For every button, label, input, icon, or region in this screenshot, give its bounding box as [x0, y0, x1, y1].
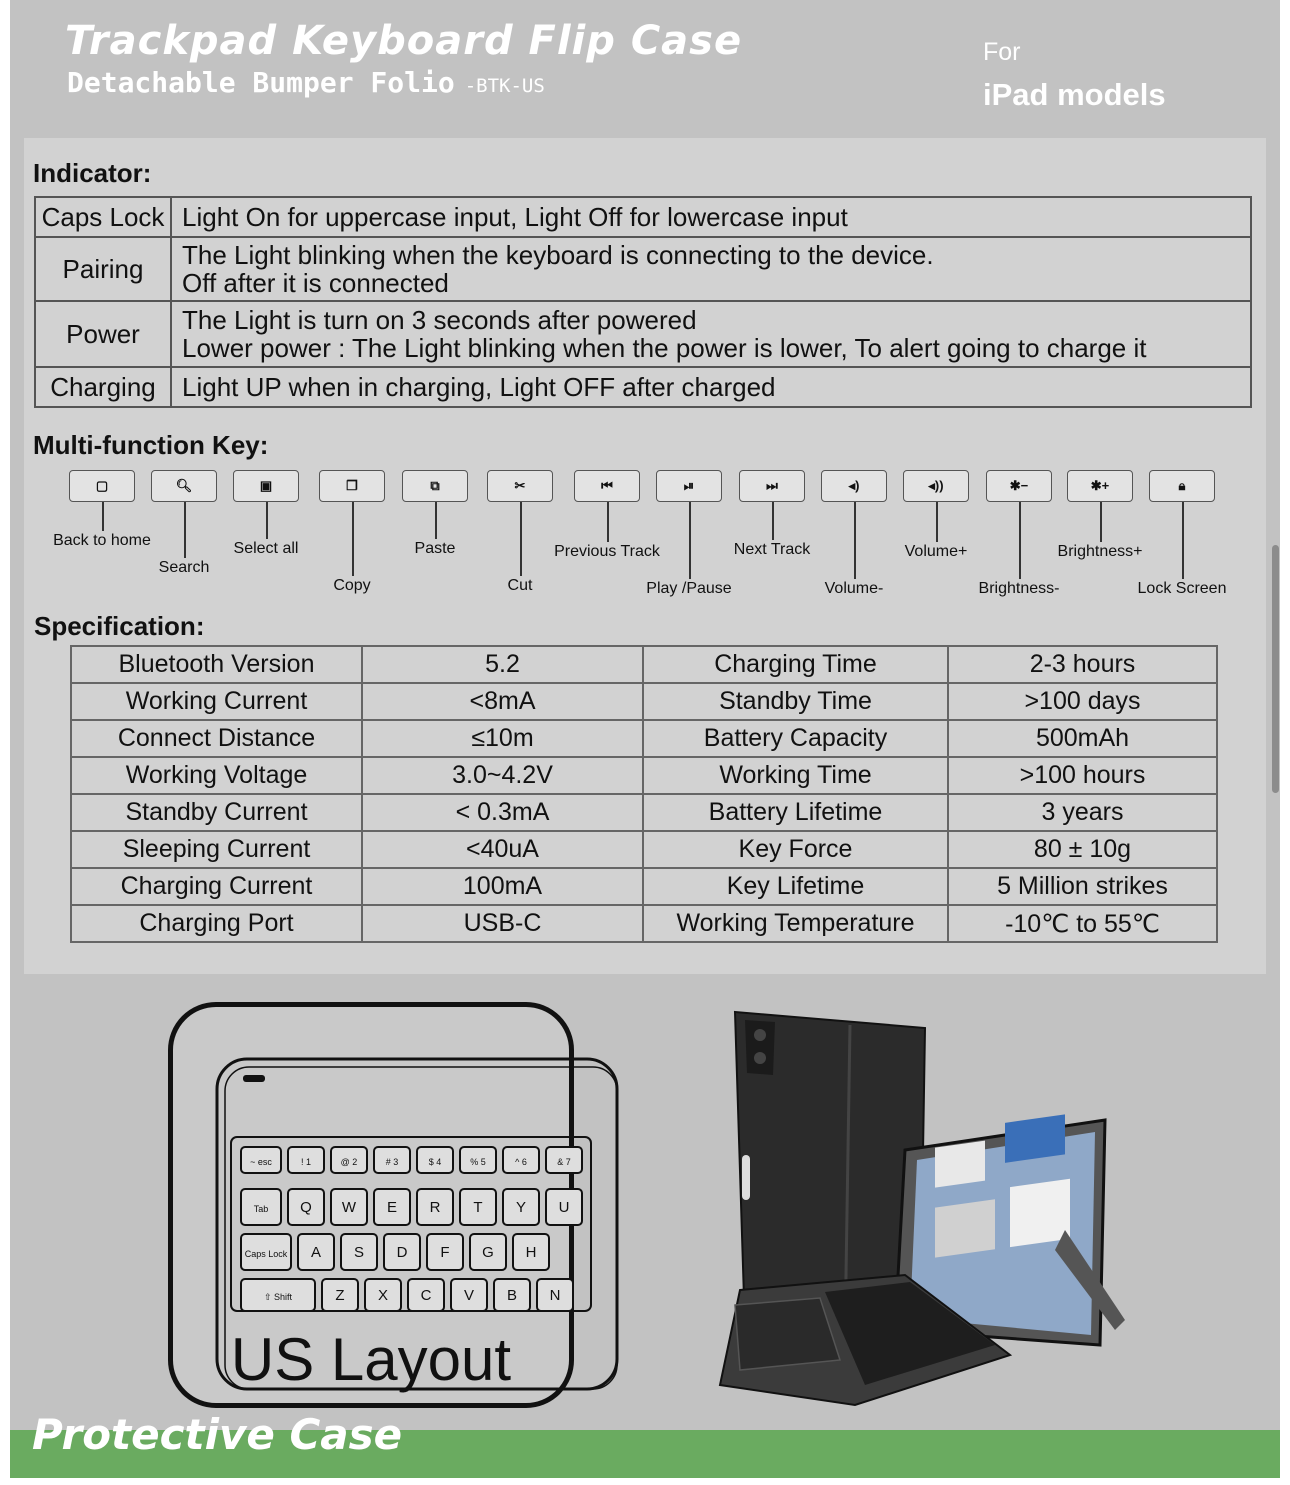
- select-all-icon: ▣: [259, 478, 273, 493]
- keyboard-key-label: W: [341, 1199, 357, 1216]
- key-leader-line: [520, 502, 522, 576]
- layout-title: US Layout: [230, 1326, 512, 1393]
- spec-value: 3.0~4.2V: [362, 757, 643, 794]
- spec-row: [71, 720, 1217, 757]
- key-leader-line: [1100, 502, 1102, 542]
- keyboard-key-label: Caps Lock: [244, 1249, 288, 1259]
- keyboard-key-label: % 5: [470, 1157, 486, 1167]
- key-leader-line: [689, 502, 691, 579]
- next-track-icon: ⏭: [766, 478, 778, 493]
- play-pause-icon: ⏯: [683, 478, 695, 493]
- indicator-description: [171, 197, 1251, 237]
- us-layout-card: [168, 1002, 574, 1408]
- indicator-key: Power: [35, 301, 171, 367]
- spec-label: Working Temperature: [643, 905, 948, 942]
- home-key: [69, 470, 135, 502]
- previous-track-icon: ⏮: [601, 478, 613, 493]
- spec-row: [71, 868, 1217, 905]
- brightness-up-key: [1067, 470, 1133, 502]
- key-label: Back to home: [53, 532, 151, 549]
- keyboard-key-label: # 3: [385, 1157, 399, 1167]
- volume-down-key: [821, 470, 887, 502]
- spec-value: 500mAh: [948, 720, 1217, 757]
- indicator-key: Caps Lock: [35, 197, 171, 237]
- play-pause-key: [656, 470, 722, 502]
- indicator-row: [35, 301, 1251, 367]
- volume-up-icon: ◂)): [928, 478, 944, 493]
- spec-label: Battery Capacity: [643, 720, 948, 757]
- keyboard-key-label: $ 4: [428, 1157, 442, 1167]
- brightness-up-icon: ✱+: [1090, 478, 1110, 493]
- indicator-line: The Light blinking when the keyboard is connecting to the device.: [182, 240, 934, 270]
- spec-value: <8mA: [362, 683, 643, 720]
- lock-key: [1149, 470, 1215, 502]
- spec-label: Charging Current: [71, 868, 362, 905]
- spec-label: Standby Current: [71, 794, 362, 831]
- key-label: Paste: [414, 540, 456, 557]
- spec-label: Sleeping Current: [71, 831, 362, 868]
- trackpad: [735, 1298, 840, 1370]
- spec-label: Standby Time: [643, 683, 948, 720]
- lock-icon: 🔒︎: [1178, 478, 1186, 493]
- key-leader-line: [772, 502, 774, 540]
- spec-value: 3 years: [948, 794, 1217, 831]
- scrollbar-thumb[interactable]: [1272, 545, 1279, 793]
- search-icon: 🔍︎: [175, 478, 193, 493]
- keyboard-key-label: S: [353, 1244, 365, 1261]
- product-title: Trackpad Keyboard Flip Case: [65, 18, 743, 64]
- spec-label: Working Current: [71, 683, 362, 720]
- indicator-description: [171, 367, 1251, 407]
- indicator-line: The Light is turn on 3 seconds after powered: [182, 305, 697, 335]
- indicator-heading: Indicator:: [33, 158, 152, 188]
- keyboard-key-label: A: [310, 1244, 322, 1261]
- indicator-line: Light UP when in charging, Light OFF after charged: [182, 372, 776, 402]
- key-leader-line: [1019, 502, 1021, 579]
- brightness-down-icon: ✱−: [1009, 478, 1029, 493]
- spec-row: [71, 683, 1217, 720]
- home-icon: ▢: [95, 478, 109, 493]
- spec-label: Charging Port: [71, 905, 362, 942]
- spec-row: [71, 646, 1217, 683]
- spec-value: 2-3 hours: [948, 646, 1217, 683]
- select-all-key: [233, 470, 299, 502]
- keyboard-key-label: F: [440, 1244, 450, 1261]
- keyboard-key-label: Tab: [253, 1204, 269, 1214]
- spec-value: 5.2: [362, 646, 643, 683]
- brightness-down-key: [986, 470, 1052, 502]
- copy-icon: ❐: [346, 478, 358, 493]
- indicator-line: Light On for uppercase input, Light Off for lowercase input: [182, 202, 848, 232]
- spec-value: >100 hours: [948, 757, 1217, 794]
- indicator-table: [34, 196, 1252, 408]
- spec-row: [71, 794, 1217, 831]
- key-leader-line: [435, 502, 437, 539]
- key-label: Volume+: [904, 543, 968, 560]
- keyboard-keys: [241, 1147, 582, 1311]
- product-photo: [705, 1000, 1125, 1420]
- keyboard-key-label: H: [525, 1244, 537, 1261]
- spec-value: -10℃ to 55℃: [948, 905, 1217, 942]
- key-label: Previous Track: [554, 543, 660, 560]
- key-label: Next Track: [733, 541, 811, 558]
- indicator-row: [35, 367, 1251, 407]
- indicator-key: Charging: [35, 367, 171, 407]
- key-label: Cut: [507, 577, 533, 594]
- key-label: Brightness-: [978, 580, 1060, 597]
- indicator-row: [35, 197, 1251, 237]
- spec-label: Working Voltage: [71, 757, 362, 794]
- volume-up-key: [903, 470, 969, 502]
- keyboard-key-label: N: [549, 1287, 561, 1304]
- spec-value: 100mA: [362, 868, 643, 905]
- scissors-icon: ✂: [514, 478, 526, 493]
- keyboard-key-label: R: [429, 1199, 441, 1216]
- indicator-key: Pairing: [35, 237, 171, 301]
- search-key: [151, 470, 217, 502]
- indicator-line: Off after it is connected: [182, 268, 449, 298]
- indicator-line: Lower power : The Light blinking when the power is lower, To alert going to charge it: [182, 333, 1147, 363]
- spec-panel: [24, 138, 1266, 974]
- spec-label: Key Lifetime: [643, 868, 948, 905]
- spec-row: [71, 905, 1217, 942]
- key-label: Search: [158, 559, 210, 576]
- next-track-key: [739, 470, 805, 502]
- spec-value: 5 Million strikes: [948, 868, 1217, 905]
- key-label: Play /Pause: [646, 580, 732, 597]
- multifunction-heading: Multi-function Key:: [33, 430, 269, 460]
- spec-row: [71, 757, 1217, 794]
- keyboard-key-label: Q: [300, 1199, 312, 1216]
- key-leader-line: [1182, 502, 1184, 579]
- key-label: Select all: [233, 540, 299, 557]
- key-label: Lock Screen: [1137, 580, 1227, 597]
- keyboard-key-label: & 7: [557, 1157, 571, 1167]
- key-leader-line: [102, 502, 104, 531]
- product-page: [10, 0, 1280, 1478]
- key-label: Volume-: [824, 580, 884, 597]
- keyboard-key-label: Z: [335, 1287, 345, 1304]
- spec-label: Bluetooth Version: [71, 646, 362, 683]
- camera-cutout: [745, 1020, 775, 1075]
- keyboard-key-label: E: [386, 1199, 398, 1216]
- indicator-row: [35, 237, 1251, 301]
- model-code: -BTK-US: [464, 75, 545, 97]
- keyboard-key-label: X: [377, 1287, 389, 1304]
- keyboard-key-label: V: [463, 1287, 475, 1304]
- keyboard-key-label: G: [482, 1244, 494, 1261]
- specification-heading: Specification:: [34, 611, 205, 641]
- spec-label: Charging Time: [643, 646, 948, 683]
- spec-row: [71, 831, 1217, 868]
- spec-value: <40uA: [362, 831, 643, 868]
- spec-value: USB-C: [362, 905, 643, 942]
- footer-text: Protective Case: [32, 1410, 403, 1459]
- spec-label: Battery Lifetime: [643, 794, 948, 831]
- for-value: iPad models: [983, 77, 1166, 112]
- keyboard-key-label: D: [396, 1244, 408, 1261]
- paste-icon: ⧉: [430, 478, 440, 493]
- paste-key: [402, 470, 468, 502]
- spec-value: < 0.3mA: [362, 794, 643, 831]
- keyboard-key-label: ~ esc: [250, 1157, 272, 1167]
- spec-value: 80 ± 10g: [948, 831, 1217, 868]
- spec-label: Connect Distance: [71, 720, 362, 757]
- for-label: For: [983, 38, 1021, 66]
- key-leader-line: [266, 502, 268, 539]
- previous-track-key: [574, 470, 640, 502]
- keyboard-key-label: @ 2: [340, 1157, 358, 1167]
- key-leader-line: [184, 502, 186, 558]
- keyboard-key-label: ^ 6: [515, 1157, 527, 1167]
- key-leader-line: [854, 502, 856, 579]
- keyboard-key-label: B: [506, 1287, 518, 1304]
- specification-table: [70, 645, 1218, 943]
- keyboard-key-label: Y: [515, 1199, 527, 1216]
- key-leader-line: [352, 502, 354, 576]
- volume-down-icon: ◂): [848, 478, 860, 493]
- keyboard-key-label: C: [420, 1287, 432, 1304]
- key-label: Brightness+: [1057, 543, 1143, 560]
- spec-value: >100 days: [948, 683, 1217, 720]
- keyboard-key-label: ! 1: [300, 1157, 312, 1167]
- key-leader-line: [936, 502, 938, 542]
- spec-label: Working Time: [643, 757, 948, 794]
- subtitle-text: Detachable Bumper Folio: [67, 66, 455, 99]
- keyboard-key-label: U: [558, 1199, 570, 1216]
- key-label: Copy: [333, 577, 371, 594]
- keyboard-key-label: T: [473, 1199, 483, 1216]
- key-leader-line: [607, 502, 609, 542]
- spec-label: Key Force: [643, 831, 948, 868]
- indicator-description: [171, 301, 1251, 367]
- copy-key: [319, 470, 385, 502]
- indicator-description: [171, 237, 1251, 301]
- pencil-holder: [742, 1155, 750, 1200]
- keyboard-key-label: ⇧ Shift: [263, 1292, 293, 1302]
- scissors-key: [487, 470, 553, 502]
- spec-value: ≤10m: [362, 720, 643, 757]
- product-subtitle: [67, 66, 545, 99]
